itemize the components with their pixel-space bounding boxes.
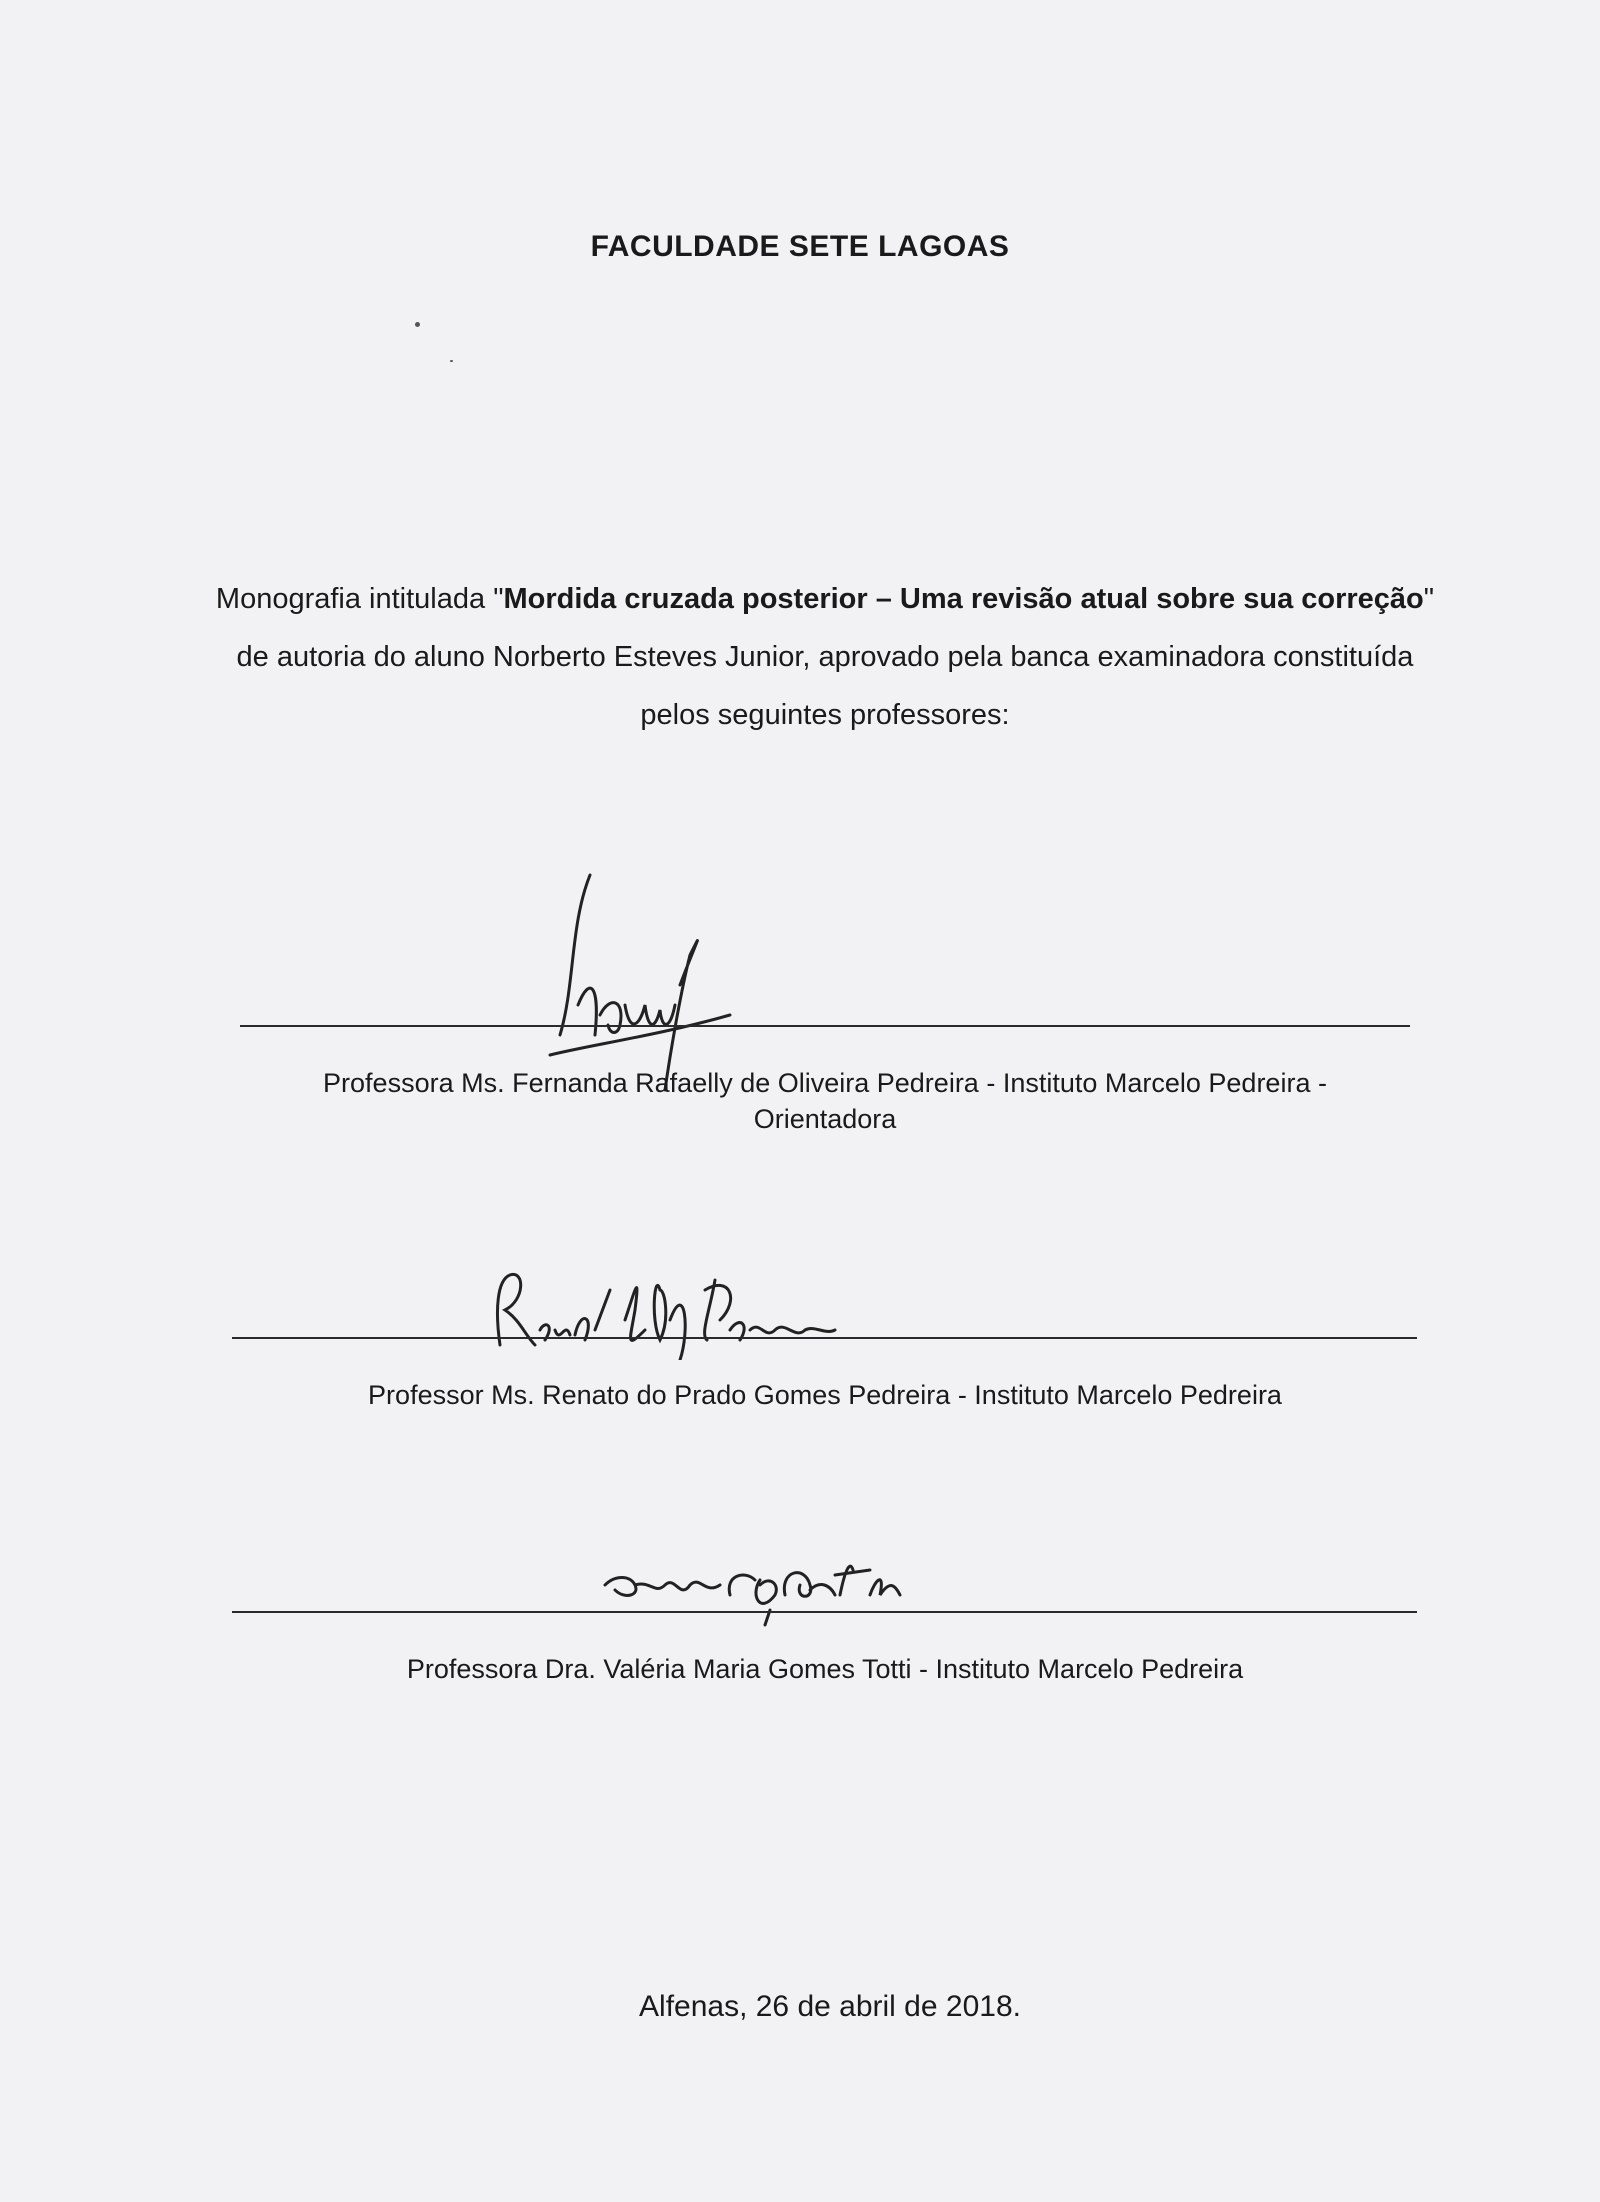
intro-prefix: Monografia intitulada " [215, 583, 504, 615]
signature-line-2 [232, 1337, 1417, 1339]
scan-speck [450, 360, 453, 362]
approval-statement [200, 570, 1450, 744]
signature-line-1 [240, 1025, 1410, 1027]
signature-3 [595, 1540, 955, 1630]
date-place: Alfenas, 26 de abril de 2018. [639, 1990, 1021, 2023]
signature-1 [530, 865, 790, 1095]
examiner-3-label: Professora Dra. Valéria Maria Gomes Totti - Instituto Marcelo Pedreira [406, 1654, 1244, 1684]
examiner-2-label: Professor Ms. Renato do Prado Gomes Pedreira - Instituto Marcelo Pedreira [368, 1380, 1282, 1410]
intro-suffix: " de autoria do aluno Norberto Esteves Junior, aprovado pela banca examinadora constituída pelos seguintes professores: [236, 583, 1435, 731]
signature-line-3 [232, 1611, 1417, 1613]
signature-2 [485, 1250, 855, 1360]
scan-speck [415, 322, 420, 327]
examiner-1-label: Professora Ms. Fernanda Rafaelly de Oliveira Pedreira - Instituto Marcelo Pedreira - Orientadora [323, 1068, 1327, 1134]
monograph-title: Mordida cruzada posterior – Uma revisão atual sobre sua correção [503, 583, 1424, 615]
institution-title: FACULDADE SETE LAGOAS [590, 230, 1010, 263]
